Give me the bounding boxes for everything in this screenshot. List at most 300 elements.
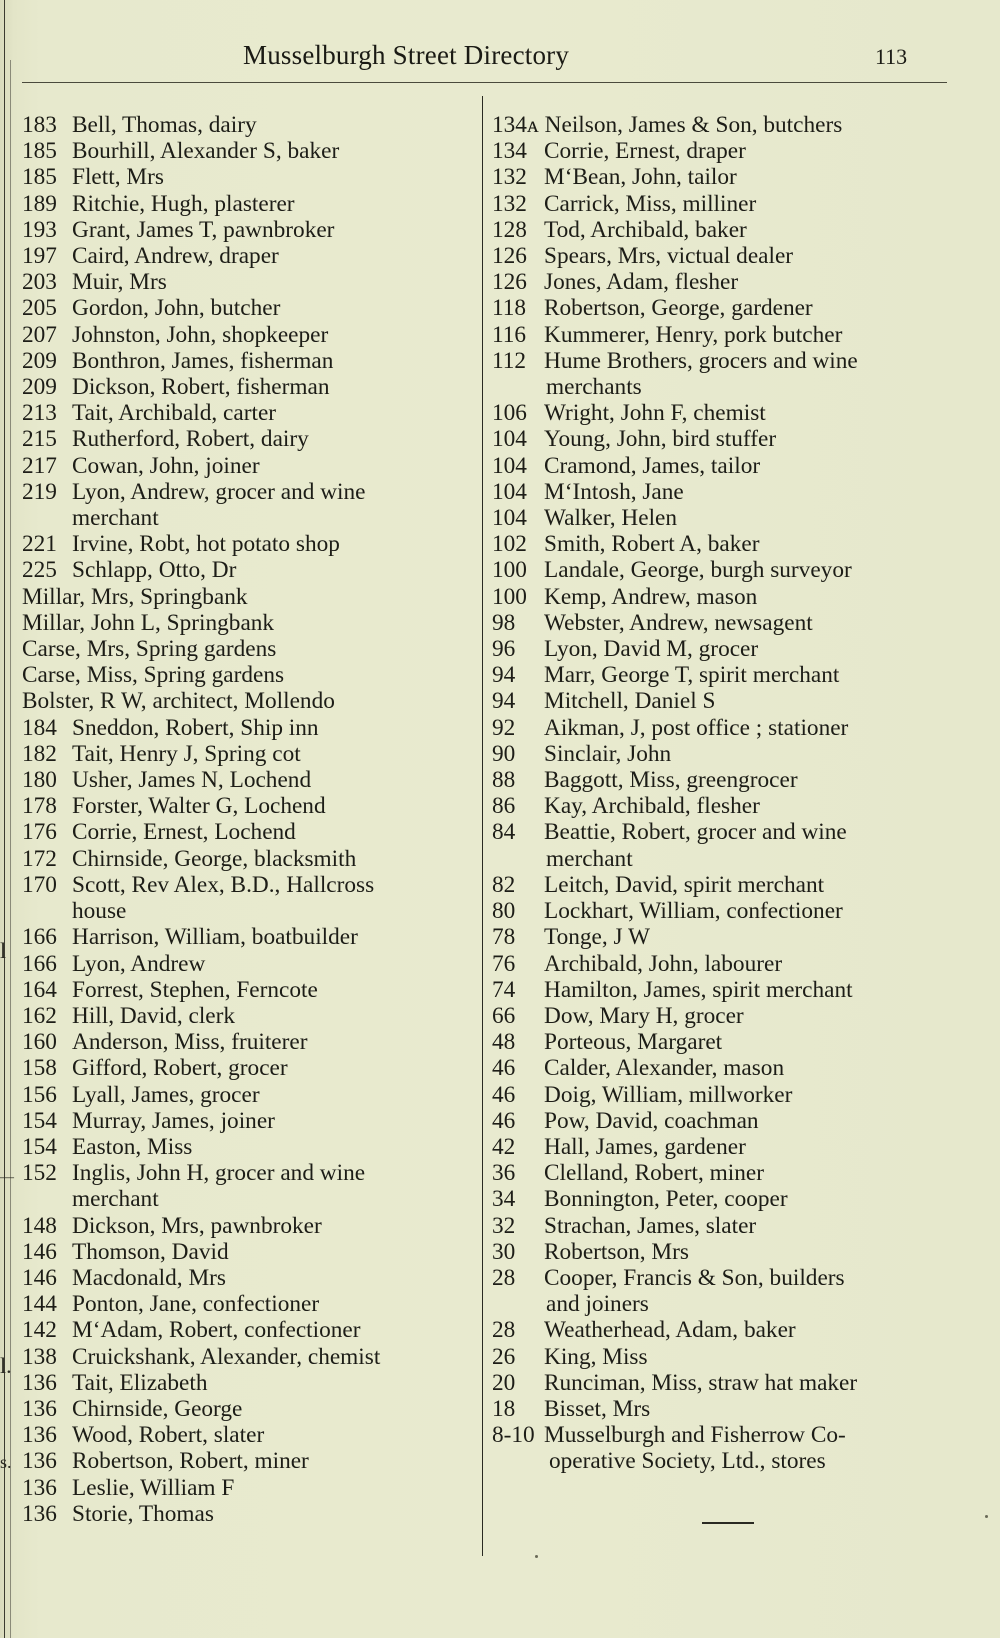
- resident-listing: Irvine, Robt, hot potato shop: [72, 531, 340, 558]
- resident-listing: Archibald, John, labourer: [544, 950, 783, 977]
- directory-entry: [22, 1344, 472, 1370]
- house-number: 193: [22, 216, 57, 243]
- house-number: 86: [492, 793, 516, 820]
- resident-listing: Cramond, James, tailor: [544, 452, 761, 479]
- resident-listing: King, Miss: [544, 1343, 648, 1370]
- directory-entry: [22, 243, 472, 269]
- house-number: 185: [22, 164, 57, 191]
- directory-entry: [22, 295, 472, 321]
- directory-entry: [492, 217, 944, 243]
- resident-listing: Kummerer, Henry, pork butcher: [544, 321, 843, 348]
- resident-listing: Forrest, Stephen, Ferncote: [72, 976, 318, 1003]
- house-number: 8-10: [492, 1422, 535, 1449]
- resident-listing: Strachan, James, slater: [544, 1212, 757, 1239]
- house-number: 217: [22, 452, 57, 479]
- resident-listing: Robertson, Mrs: [544, 1238, 689, 1265]
- resident-listing: Robertson, Robert, miner: [72, 1448, 309, 1475]
- resident-listing: Easton, Miss: [72, 1133, 193, 1160]
- resident-listing: Lyon, Andrew: [72, 950, 206, 977]
- house-number: 162: [22, 1002, 57, 1029]
- house-number: 148: [22, 1212, 57, 1239]
- resident-listing: Landale, George, burgh surveyor: [544, 557, 852, 584]
- directory-entry: [22, 1396, 472, 1422]
- directory-entry: [492, 793, 944, 819]
- directory-entry: [492, 951, 944, 977]
- directory-entry: [22, 164, 472, 190]
- directory-entry: [22, 1134, 472, 1160]
- directory-entry: [22, 1265, 472, 1291]
- house-number: 166: [22, 950, 57, 977]
- resident-listing: Millar, John L, Springbank: [22, 609, 275, 636]
- house-number: 146: [22, 1238, 57, 1265]
- margin-fragment: s.: [0, 1452, 12, 1472]
- page-gutter-edge: [4, 0, 5, 1638]
- house-number: 136: [22, 1500, 57, 1527]
- house-number: 78: [492, 924, 516, 951]
- directory-entry: [22, 846, 472, 872]
- running-header: [0, 40, 1000, 80]
- resident-listing: Carse, Mrs, Spring gardens: [22, 636, 277, 663]
- house-number: 94: [492, 688, 516, 715]
- house-number: 118: [492, 295, 527, 322]
- directory-entry: [492, 295, 944, 321]
- resident-listing: M‘Adam, Robert, confectioner: [72, 1317, 361, 1344]
- directory-entry: [22, 741, 472, 767]
- house-number: 154: [22, 1133, 57, 1160]
- resident-listing: Bonnington, Peter, cooper: [544, 1186, 788, 1213]
- resident-listing: Porteous, Margaret: [544, 1029, 723, 1056]
- directory-entry: [22, 793, 472, 819]
- directory-entry: [492, 662, 944, 688]
- resident-listing: Runciman, Miss, straw hat maker: [544, 1369, 858, 1396]
- resident-listing: Hamilton, James, spirit merchant: [544, 976, 853, 1003]
- house-number: 178: [22, 793, 57, 820]
- resident-listing: Mitchell, Daniel S: [544, 688, 716, 715]
- directory-entry: [492, 819, 944, 871]
- directory-entry: [22, 1239, 472, 1265]
- resident-listing: Walker, Helen: [544, 505, 678, 532]
- resident-listing: Cowan, John, joiner: [72, 452, 260, 479]
- resident-listing: Cooper, Francis & Son, builders: [544, 1264, 845, 1291]
- directory-entry: [492, 1213, 944, 1239]
- resident-listing: Hall, James, gardener: [544, 1133, 746, 1160]
- directory-entry: [22, 426, 472, 452]
- house-number: 225: [22, 557, 57, 584]
- resident-listing: Tait, Henry J, Spring cot: [72, 740, 301, 767]
- directory-entry: [492, 191, 944, 217]
- resident-listing: Marr, George T, spirit merchant: [544, 662, 840, 689]
- house-number: 158: [22, 1055, 57, 1082]
- house-number: 116: [492, 321, 527, 348]
- resident-listing: Webster, Andrew, newsagent: [544, 609, 813, 636]
- resident-listing: Musselburgh and Fisherrow Co-: [544, 1422, 846, 1449]
- directory-entry: [22, 1291, 472, 1317]
- house-number: 46: [492, 1055, 516, 1082]
- house-number: 102: [492, 531, 527, 558]
- directory-entry: [22, 138, 472, 164]
- house-number: 76: [492, 950, 516, 977]
- resident-listing: Clelland, Robert, miner: [544, 1160, 764, 1187]
- house-number: 160: [22, 1029, 57, 1056]
- resident-listing: Tod, Archibald, baker: [544, 216, 747, 243]
- resident-listing: Jones, Adam, flesher: [544, 269, 739, 296]
- listing-continuation: merchant: [546, 845, 633, 872]
- resident-listing: Calder, Alexander, mason: [544, 1055, 785, 1082]
- directory-entry: [22, 322, 472, 348]
- directory-entry: [22, 1370, 472, 1396]
- directory-entry: [22, 112, 472, 138]
- resident-listing: Millar, Mrs, Springbank: [22, 583, 248, 610]
- directory-entry: [492, 1186, 944, 1212]
- directory-entry: [22, 1422, 472, 1448]
- resident-listing: M‘Intosh, Jane: [544, 478, 684, 505]
- house-number: 132: [492, 164, 527, 191]
- directory-entry: [22, 374, 472, 400]
- paper-speck: [985, 1515, 988, 1518]
- directory-entry: [22, 1082, 472, 1108]
- right-column: [492, 112, 944, 1475]
- directory-entry: [492, 715, 944, 741]
- house-number: 20: [492, 1369, 516, 1396]
- resident-listing: Young, John, bird stuffer: [544, 426, 777, 453]
- resident-listing: Thomson, David: [72, 1238, 229, 1265]
- directory-entry: [22, 1448, 472, 1474]
- directory-entry: [492, 1082, 944, 1108]
- resident-listing: M‘Bean, John, tailor: [544, 164, 737, 191]
- resident-listing: Carrick, Miss, milliner: [544, 190, 757, 217]
- directory-entry: [22, 636, 472, 662]
- directory-entry: [22, 584, 472, 610]
- resident-listing: Smith, Robert A, baker: [544, 531, 760, 558]
- house-number: 28: [492, 1264, 516, 1291]
- house-number: 104: [492, 426, 527, 453]
- house-number: 154: [22, 1107, 57, 1134]
- house-number: 30: [492, 1238, 516, 1265]
- header-rule: [22, 82, 947, 83]
- house-number: 221: [22, 531, 57, 558]
- house-number: 100: [492, 583, 527, 610]
- directory-entry: [22, 400, 472, 426]
- directory-entry: [492, 1317, 944, 1343]
- resident-listing: Beattie, Robert, grocer and wine: [544, 819, 847, 846]
- resident-listing: Gifford, Robert, grocer: [72, 1055, 288, 1082]
- resident-listing: Anderson, Miss, fruiterer: [72, 1029, 308, 1056]
- directory-entry: [492, 112, 944, 138]
- page-gutter-shadow: [10, 60, 11, 1638]
- house-number: 26: [492, 1343, 516, 1370]
- house-number: 144: [22, 1291, 57, 1318]
- house-number: 182: [22, 740, 57, 767]
- directory-entry: [492, 426, 944, 452]
- directory-entry: [492, 348, 944, 400]
- left-column: [22, 112, 472, 1527]
- directory-entry: [22, 453, 472, 479]
- resident-listing: Wood, Robert, slater: [72, 1422, 265, 1449]
- resident-listing: Flett, Mrs: [72, 164, 164, 191]
- directory-entry: [492, 1396, 944, 1422]
- directory-entry: [492, 505, 944, 531]
- resident-listing: Inglis, John H, grocer and wine: [72, 1160, 366, 1187]
- house-number: 203: [22, 269, 57, 296]
- directory-entry: [492, 1370, 944, 1396]
- house-number: 138: [22, 1343, 57, 1370]
- directory-entry: [492, 688, 944, 714]
- page-number: 113: [875, 44, 908, 69]
- house-number: 164: [22, 976, 57, 1003]
- resident-listing: Corrie, Ernest, draper: [544, 138, 746, 165]
- directory-entry: [492, 531, 944, 557]
- resident-listing: Doig, William, millworker: [544, 1081, 793, 1108]
- resident-listing: Tait, Archibald, carter: [72, 400, 277, 427]
- directory-entry: [492, 767, 944, 793]
- house-number: 32: [492, 1212, 516, 1239]
- directory-entry: [492, 164, 944, 190]
- directory-entry: [492, 1239, 944, 1265]
- directory-entry: [492, 1055, 944, 1081]
- listing-continuation: merchant: [72, 1186, 159, 1213]
- house-number: 96: [492, 636, 516, 663]
- directory-entry: [492, 1029, 944, 1055]
- resident-listing: Cruickshank, Alexander, chemist: [72, 1343, 381, 1370]
- resident-listing: Tait, Elizabeth: [72, 1369, 208, 1396]
- directory-entry: [22, 1501, 472, 1527]
- house-number: 209: [22, 374, 57, 401]
- resident-listing: Lyon, Andrew, grocer and wine: [72, 478, 366, 505]
- house-number: 94: [492, 662, 516, 689]
- resident-listing: Tonge, J W: [544, 924, 650, 951]
- house-number: 166: [22, 924, 57, 951]
- house-number: 128: [492, 216, 527, 243]
- directory-entry: [492, 1108, 944, 1134]
- house-number: 197: [22, 243, 57, 270]
- directory-entry: [22, 662, 472, 688]
- house-number: 136: [22, 1369, 57, 1396]
- resident-listing: Neilson, James & Son, butchers: [544, 112, 843, 138]
- resident-listing: Bourhill, Alexander S, baker: [72, 138, 340, 165]
- resident-listing: Lyon, David M, grocer: [544, 636, 759, 663]
- resident-listing: Usher, James N, Lochend: [72, 767, 312, 794]
- house-number: 207: [22, 321, 57, 348]
- house-number: 104: [492, 505, 527, 532]
- directory-entry: [492, 636, 944, 662]
- resident-listing: Bolster, R W, architect, Mollendo: [22, 688, 335, 715]
- directory-entry: [492, 400, 944, 426]
- directory-entry: [22, 1108, 472, 1134]
- resident-listing: Dickson, Mrs, pawnbroker: [72, 1212, 322, 1239]
- resident-listing: Weatherhead, Adam, baker: [544, 1317, 796, 1344]
- house-number: 36: [492, 1160, 516, 1187]
- column-divider: [482, 96, 483, 1556]
- house-number: 104: [492, 452, 527, 479]
- listing-continuation: and joiners: [546, 1291, 649, 1318]
- resident-listing: Leitch, David, spirit merchant: [544, 871, 825, 898]
- directory-entry: [492, 898, 944, 924]
- directory-entry: [22, 951, 472, 977]
- directory-entry: [492, 322, 944, 348]
- directory-entry: [492, 924, 944, 950]
- house-number: 82: [492, 871, 516, 898]
- house-number: 183: [22, 112, 57, 138]
- directory-entry: [22, 479, 472, 531]
- resident-listing: Scott, Rev Alex, B.D., Hallcross: [72, 871, 375, 898]
- resident-listing: Chirnside, George: [72, 1395, 243, 1422]
- house-number: 84: [492, 819, 516, 846]
- directory-entry: [22, 531, 472, 557]
- directory-entry: [22, 269, 472, 295]
- directory-entry: [22, 715, 472, 741]
- house-number: 156: [22, 1081, 57, 1108]
- house-number: 136: [22, 1474, 57, 1501]
- resident-listing: Bisset, Mrs: [544, 1395, 651, 1422]
- directory-entry: [492, 243, 944, 269]
- directory-entry: [22, 1475, 472, 1501]
- resident-listing: Johnston, John, shopkeeper: [72, 321, 329, 348]
- house-number: 126: [492, 269, 527, 296]
- resident-listing: Baggott, Miss, greengrocer: [544, 767, 798, 794]
- house-number: 172: [22, 845, 57, 872]
- directory-entry: [22, 1029, 472, 1055]
- house-number: 209: [22, 347, 57, 374]
- resident-listing: Dickson, Robert, fisherman: [72, 374, 330, 401]
- house-number: 48: [492, 1029, 516, 1056]
- house-number: 146: [22, 1264, 57, 1291]
- directory-entry: [22, 1213, 472, 1239]
- house-number: 185: [22, 138, 57, 165]
- house-number: 205: [22, 295, 57, 322]
- directory-entry: [492, 557, 944, 583]
- house-number: 90: [492, 740, 516, 767]
- resident-listing: Macdonald, Mrs: [72, 1264, 226, 1291]
- directory-entry: [22, 1317, 472, 1343]
- resident-listing: Muir, Mrs: [72, 269, 167, 296]
- house-number: 142: [22, 1317, 57, 1344]
- margin-fragment: l: [0, 938, 7, 963]
- listing-continuation: operative Society, Ltd., stores: [549, 1448, 826, 1475]
- house-number: 106: [492, 400, 527, 427]
- directory-entry: [22, 1160, 472, 1212]
- listing-continuation: merchants: [546, 374, 642, 401]
- resident-listing: Spears, Mrs, victual dealer: [544, 243, 794, 270]
- directory-entry: [492, 138, 944, 164]
- house-number: 126: [492, 243, 527, 270]
- resident-listing: Storie, Thomas: [72, 1500, 214, 1527]
- resident-listing: Rutherford, Robert, dairy: [72, 426, 309, 453]
- house-number: 189: [22, 190, 57, 217]
- house-number: 66: [492, 1002, 516, 1029]
- resident-listing: Leslie, William F: [72, 1474, 235, 1501]
- directory-entry: [492, 872, 944, 898]
- resident-listing: Kay, Archibald, flesher: [544, 793, 760, 820]
- end-of-section-rule: [702, 1522, 754, 1524]
- house-number: 132: [492, 190, 527, 217]
- resident-listing: Murray, James, joiner: [72, 1107, 275, 1134]
- resident-listing: Hill, David, clerk: [72, 1002, 236, 1029]
- house-number: 46: [492, 1107, 516, 1134]
- house-number: 152: [22, 1160, 57, 1187]
- directory-entry: [492, 977, 944, 1003]
- resident-listing: Aikman, J, post office ; stationer: [544, 714, 849, 741]
- directory-entry: [492, 1265, 944, 1317]
- resident-listing: Sneddon, Robert, Ship inn: [72, 714, 319, 741]
- paper-speck: [535, 1555, 538, 1558]
- directory-entry: [492, 269, 944, 295]
- house-number: 28: [492, 1317, 516, 1344]
- directory-entry: [22, 1003, 472, 1029]
- resident-listing: Carse, Miss, Spring gardens: [22, 662, 285, 689]
- resident-listing: Sinclair, John: [544, 740, 672, 767]
- resident-listing: Kemp, Andrew, mason: [544, 583, 758, 610]
- house-number: 98: [492, 609, 516, 636]
- resident-listing: Bell, Thomas, dairy: [72, 112, 257, 138]
- directory-entry: [492, 584, 944, 610]
- resident-listing: Corrie, Ernest, Lochend: [72, 819, 296, 846]
- directory-entry: [492, 610, 944, 636]
- house-number: 215: [22, 426, 57, 453]
- resident-listing: Grant, James T, pawnbroker: [72, 216, 335, 243]
- house-number: 18: [492, 1395, 516, 1422]
- house-number: 74: [492, 976, 516, 1003]
- resident-listing: Forster, Walter G, Lochend: [72, 793, 326, 820]
- resident-listing: Lyall, James, grocer: [72, 1081, 260, 1108]
- directory-entry: [22, 924, 472, 950]
- resident-listing: Hume Brothers, grocers and wine: [544, 347, 858, 374]
- house-number: 136: [22, 1395, 57, 1422]
- directory-entry: [22, 872, 472, 924]
- listing-continuation: house: [72, 898, 127, 925]
- resident-listing: Dow, Mary H, grocer: [544, 1002, 744, 1029]
- house-number: 42: [492, 1133, 516, 1160]
- directory-entry: [22, 217, 472, 243]
- resident-listing: Lockhart, William, confectioner: [544, 898, 843, 925]
- house-number: 184: [22, 714, 57, 741]
- house-number: 134: [492, 138, 527, 165]
- page-title: Musselburgh Street Directory: [243, 40, 570, 70]
- directory-entry: [22, 557, 472, 583]
- house-number: 92: [492, 714, 516, 741]
- directory-entry: [22, 191, 472, 217]
- directory-entry: [492, 741, 944, 767]
- house-number: 80: [492, 898, 516, 925]
- resident-listing: Bonthron, James, fisherman: [72, 347, 334, 374]
- resident-listing: Ritchie, Hugh, plasterer: [72, 190, 295, 217]
- house-number: 170: [22, 871, 57, 898]
- house-number: 46: [492, 1081, 516, 1108]
- margin-fragment: l.: [0, 1353, 12, 1378]
- resident-listing: Robertson, George, gardener: [544, 295, 813, 322]
- house-number: 219: [22, 478, 57, 505]
- resident-listing: Chirnside, George, blacksmith: [72, 845, 357, 872]
- resident-listing: Ponton, Jane, confectioner: [72, 1291, 320, 1318]
- directory-entry: [492, 1422, 944, 1474]
- house-number: 88: [492, 767, 516, 794]
- margin-fragment: —: [0, 1170, 14, 1185]
- resident-listing: Caird, Andrew, draper: [72, 243, 279, 270]
- directory-entry: [22, 1055, 472, 1081]
- directory-entry: [22, 348, 472, 374]
- house-number: 176: [22, 819, 57, 846]
- house-number: 100: [492, 557, 527, 584]
- directory-entry: [22, 977, 472, 1003]
- house-number: 134ᴀ: [492, 112, 539, 138]
- resident-listing: Schlapp, Otto, Dr: [72, 557, 237, 584]
- house-number: 213: [22, 400, 57, 427]
- directory-entry: [22, 819, 472, 845]
- house-number: 136: [22, 1448, 57, 1475]
- house-number: 104: [492, 478, 527, 505]
- house-number: 34: [492, 1186, 516, 1213]
- resident-listing: Pow, David, coachman: [544, 1107, 759, 1134]
- directory-entry: [492, 1160, 944, 1186]
